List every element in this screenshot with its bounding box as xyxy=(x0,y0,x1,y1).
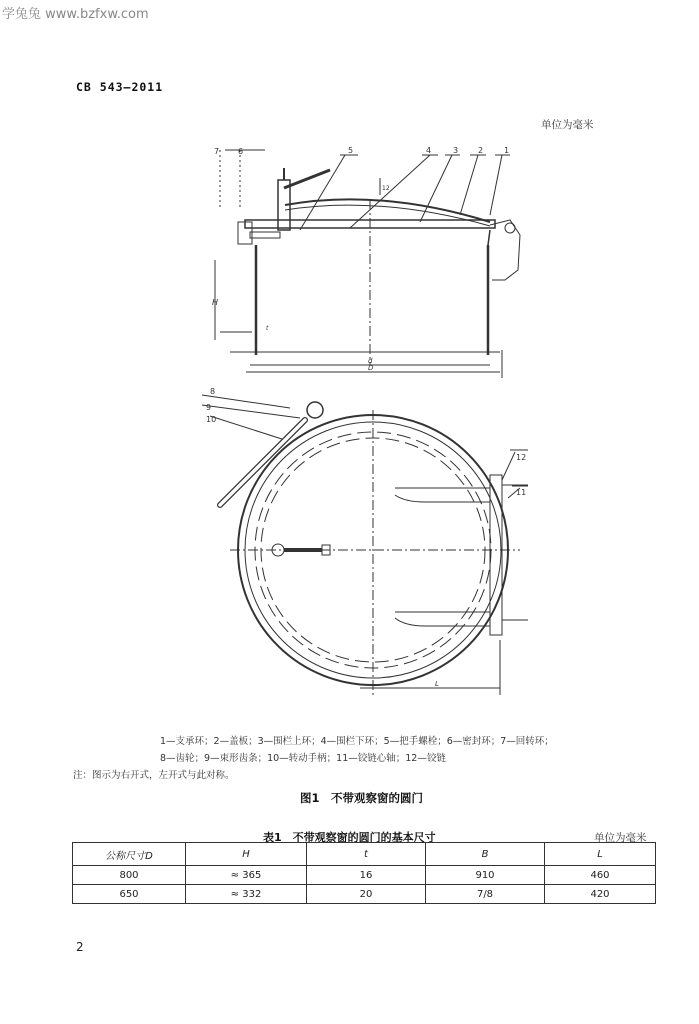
callout-2: 2 xyxy=(478,146,484,155)
table-cell: 20 xyxy=(307,885,426,904)
dim-label-t: t xyxy=(266,325,269,332)
dim-label-h: H xyxy=(212,298,219,307)
callout-4: 4 xyxy=(426,146,432,155)
callout-3: 3 xyxy=(453,146,459,155)
dimensions-table xyxy=(72,842,656,904)
callout-11: 11 xyxy=(516,488,527,497)
unit-label-top: 单位为毫米 xyxy=(541,119,594,131)
side-view xyxy=(215,150,520,378)
legend-line-2: 8—齿轮；9—束形齿条；10—转动手柄；11—铰链心轴；12—铰链 xyxy=(160,753,446,764)
dim-label-D: D xyxy=(368,364,374,372)
table-unit-label: 单位为毫米 xyxy=(594,832,647,844)
callout-1: 1 xyxy=(504,146,510,155)
standard-code: CB 543—2011 xyxy=(76,80,164,94)
table-cell: ≈ 365 xyxy=(186,866,307,885)
dim-label-d: d xyxy=(368,357,373,365)
table-header-cell: L xyxy=(545,843,656,866)
table-caption: 表1 不带观察窗的圆门的基本尺寸 xyxy=(263,831,436,844)
table-cell: 800 xyxy=(73,866,186,885)
table-cell: ≈ 332 xyxy=(186,885,307,904)
callout-10: 10 xyxy=(206,415,217,424)
table-cell: 460 xyxy=(545,866,656,885)
callout-7: 7 xyxy=(214,147,220,156)
callout-6: 6 xyxy=(238,147,244,156)
dim-label-12: 12 xyxy=(382,185,390,192)
table-header-cell: B xyxy=(426,843,545,866)
legend-line-1: 1—支承环；2—盖板；3—围栏上环；4—围栏下环；5—把手螺栓；6—密封环；7—回转环； xyxy=(160,736,554,747)
table-header-cell: H xyxy=(186,843,307,866)
table-cell: 420 xyxy=(545,885,656,904)
table-header-row xyxy=(73,843,656,866)
table-row xyxy=(73,885,656,904)
table-header-cell: 公称尺寸D xyxy=(73,843,186,866)
figure-note: 注：图示为右开式，左开式与此对称。 xyxy=(73,770,235,781)
callout-8: 8 xyxy=(210,387,216,396)
figure-caption: 图1 不带观察窗的圆门 xyxy=(300,791,424,805)
technical-drawing xyxy=(190,140,530,710)
watermark: 学兔兔 www.bzfxw.com xyxy=(2,7,149,22)
table-cell: 7/8 xyxy=(426,885,545,904)
top-view xyxy=(202,395,528,695)
table-cell: 16 xyxy=(307,866,426,885)
table-cell: 650 xyxy=(73,885,186,904)
table-cell: 910 xyxy=(426,866,545,885)
callout-5: 5 xyxy=(348,146,354,155)
table-header-cell: t xyxy=(307,843,426,866)
table-row xyxy=(73,866,656,885)
page-number: 2 xyxy=(76,940,84,954)
callout-12: 12 xyxy=(516,453,527,462)
callout-9: 9 xyxy=(206,403,212,412)
dim-label-l: L xyxy=(435,680,439,688)
